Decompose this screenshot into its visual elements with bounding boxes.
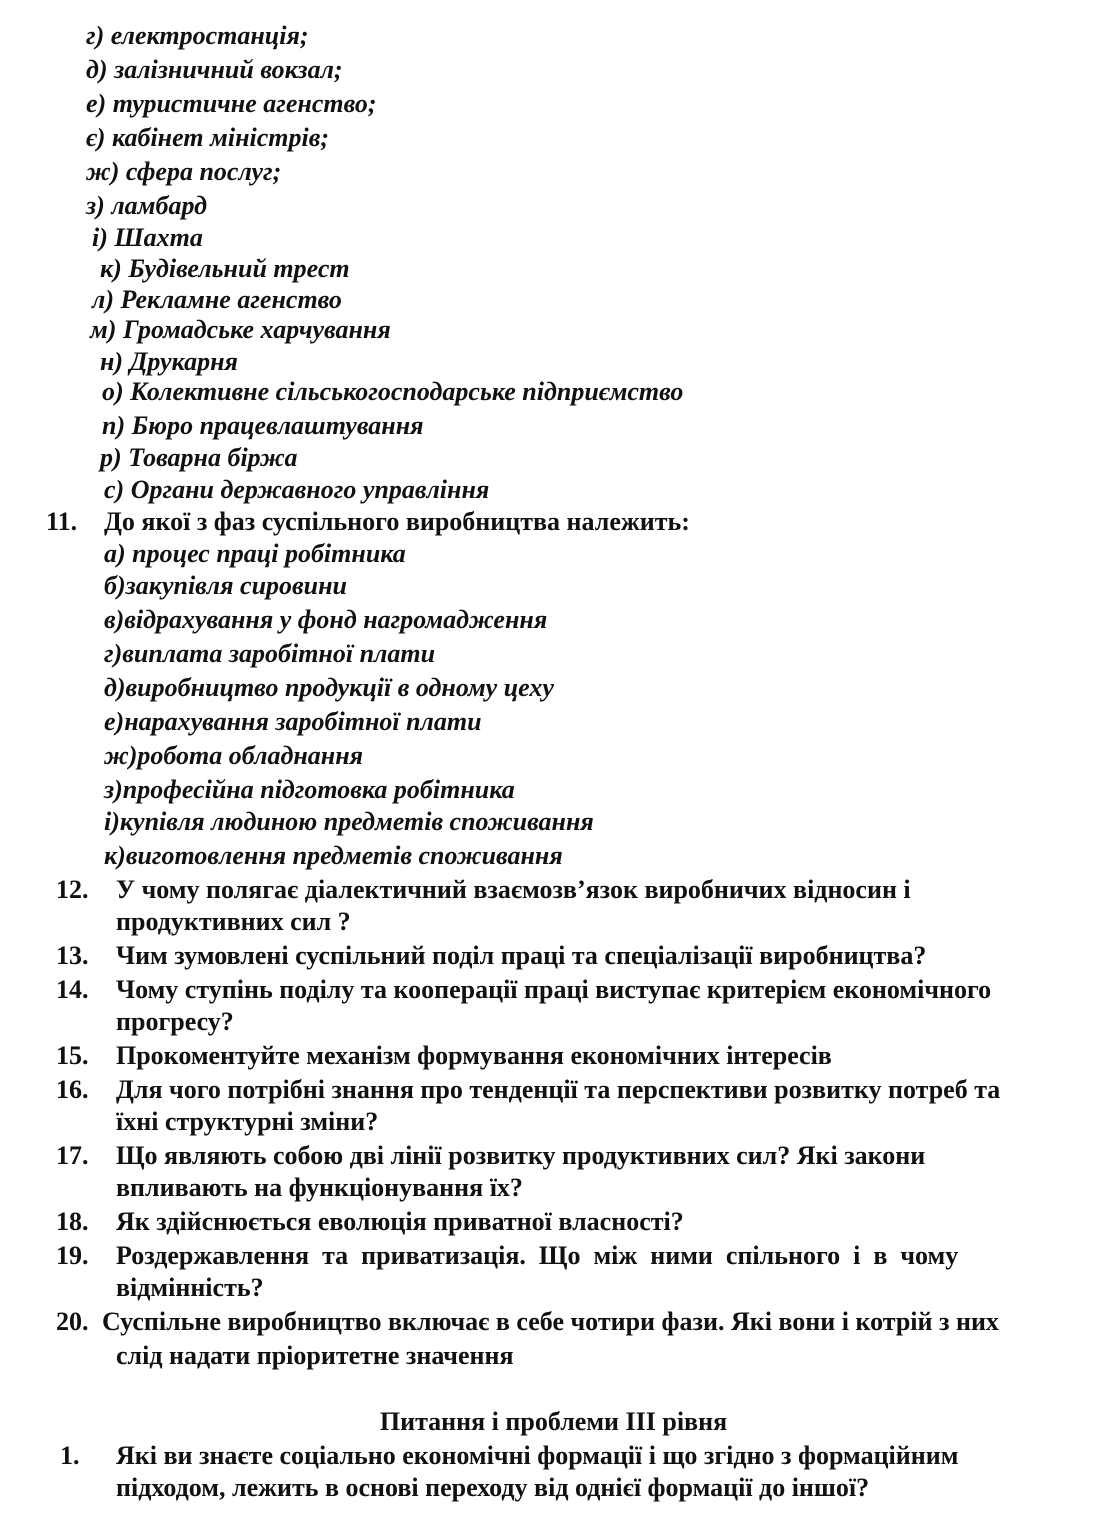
option-item: г)виплата заробітної плати: [104, 639, 436, 668]
list-item: о) Колективне сільськогосподарське підприємство: [102, 377, 684, 406]
list-item: р) Товарна біржа: [100, 443, 298, 472]
question-line: Які ви знаєте соціально економічні формації і що згідно з формаційним: [116, 1441, 959, 1470]
option-item: в)відрахування у фонд нагромадження: [104, 605, 548, 634]
question-number: 11.: [46, 507, 78, 536]
question-line: Як здійснюється еволюція приватної власності?: [116, 1207, 684, 1236]
list-item: д) залізничний вокзал;: [86, 55, 343, 84]
question-text: До якої з фаз суспільного виробництва належить:: [104, 507, 690, 536]
list-item: є) кабінет міністрів;: [86, 123, 329, 152]
question-line: Прокоментуйте механізм формування економічних інтересів: [116, 1041, 832, 1070]
section-heading: Питання і проблеми ІІІ рівня: [379, 1407, 728, 1436]
question-line: Роздержавлення та приватизація. Що між ними спільного і в чому: [116, 1241, 959, 1270]
option-item: е)нарахування заробітної плати: [104, 707, 482, 736]
list-item: г) електростанція;: [86, 21, 309, 50]
question-number: 16.: [56, 1075, 89, 1104]
question-line: Чим зумовлені суспільний поділ праці та спеціалізації виробництва?: [116, 941, 927, 970]
list-item: ж) сфера послуг;: [86, 157, 282, 186]
question-number: 17.: [56, 1141, 89, 1170]
option-item: б)закупівля сировини: [104, 571, 348, 600]
question-line: впливають на функціонування їх?: [116, 1173, 523, 1202]
list-item: е) туристичне агенство;: [86, 89, 377, 118]
question-line: Чому ступінь поділу та кооперації праці виступає критерієм економічного: [116, 975, 992, 1004]
question-line: слід надати пріоритетне значення: [116, 1341, 514, 1370]
question-line: У чому полягає діалектичний взаємозв’язок виробничих відносин і: [116, 875, 911, 904]
option-item: а) процес праці робітника: [104, 539, 406, 568]
question-number: 1.: [60, 1441, 80, 1470]
option-item: ж)робота обладнання: [104, 741, 364, 770]
question-line: прогресу?: [116, 1007, 234, 1036]
question-line: Для чого потрібні знання про тенденції та перспективи розвитку потреб та: [116, 1075, 1001, 1104]
question-number: 14.: [56, 975, 89, 1004]
question-number: 20.: [56, 1307, 89, 1336]
question-line: Суспільне виробництво включає в себе чотири фази. Які вони і котрій з них: [102, 1307, 999, 1336]
question-line: відмінність?: [116, 1273, 264, 1302]
list-item: п) Бюро працевлаштування: [102, 411, 424, 440]
list-item: с) Органи державного управління: [104, 475, 490, 504]
question-number: 19.: [56, 1241, 89, 1270]
option-item: і)купівля людиною предметів споживання: [104, 807, 594, 836]
option-item: з)професійна підготовка робітника: [104, 775, 515, 804]
list-item: з) ламбард: [86, 191, 207, 220]
option-item: к)виготовлення предметів споживання: [104, 841, 563, 870]
list-item: к) Будівельний трест: [100, 254, 350, 283]
question-line: підходом, лежить в основі переходу від однієї формації до іншої?: [116, 1473, 870, 1502]
question-number: 15.: [56, 1041, 89, 1070]
question-line: Що являють собою дві лінії розвитку продуктивних сил? Які закони: [116, 1141, 926, 1170]
question-line: їхні структурні зміни?: [116, 1107, 379, 1136]
list-item: л) Рекламне агенство: [92, 285, 342, 314]
list-item: н) Друкарня: [100, 347, 238, 376]
option-item: д)виробництво продукції в одному цеху: [104, 673, 554, 702]
question-line: продуктивних сил ?: [116, 907, 351, 936]
question-number: 12.: [56, 875, 89, 904]
list-item: і) Шахта: [92, 223, 203, 252]
question-number: 18.: [56, 1207, 89, 1236]
list-item: м) Громадське харчування: [90, 315, 391, 344]
question-number: 13.: [56, 941, 89, 970]
